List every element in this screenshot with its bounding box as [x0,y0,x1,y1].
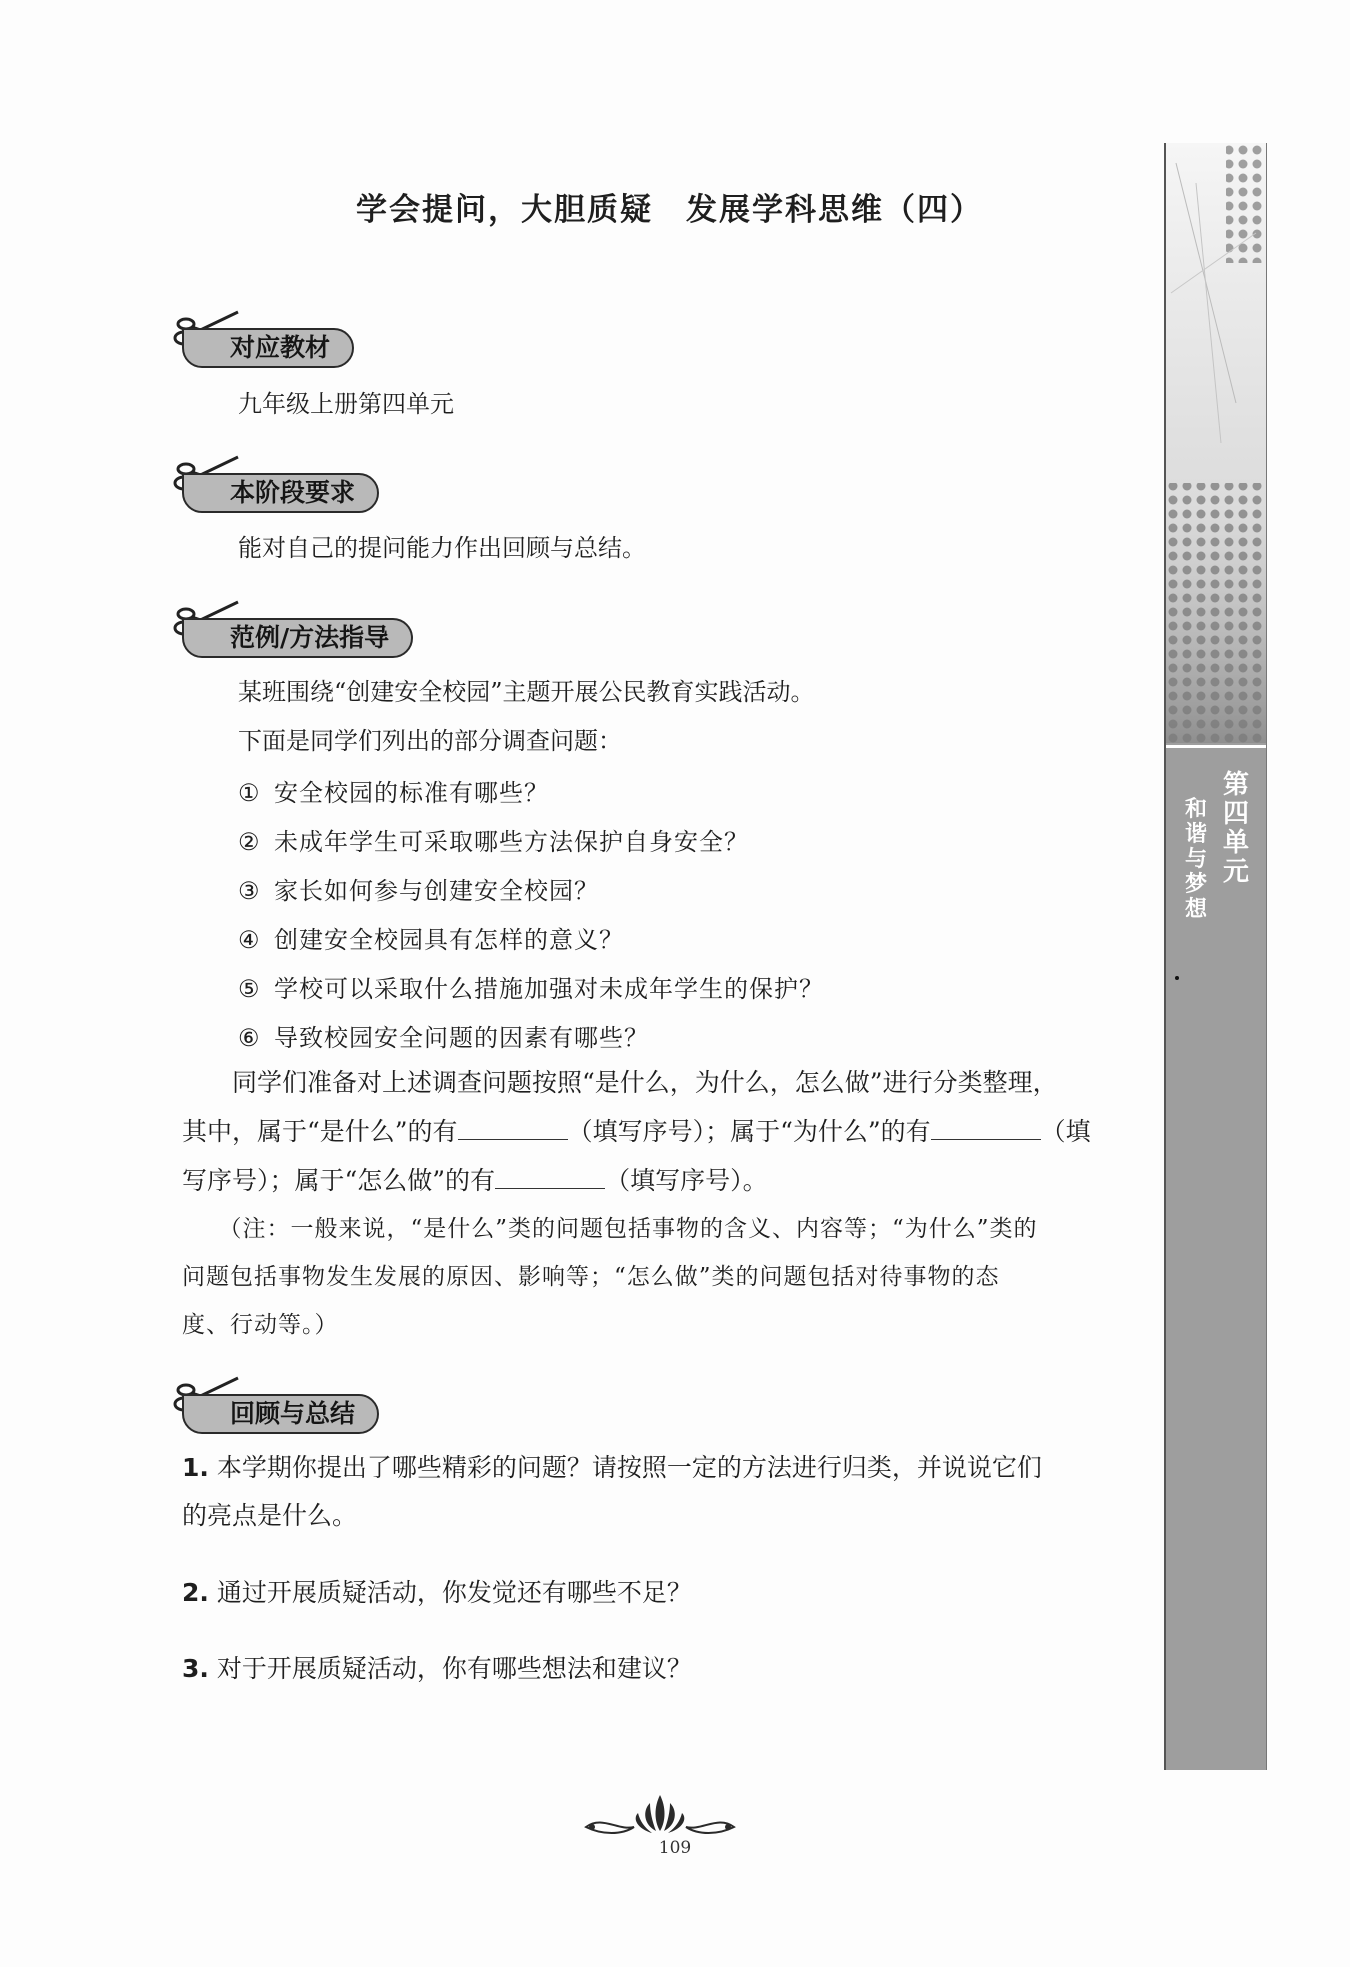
list-item: ① 安全校园的标准有哪些？ [238,779,549,807]
answer-blank-why[interactable] [931,1109,1041,1140]
list-item: ⑤ 学校可以采取什么措施加强对未成年学生的保护？ [238,975,824,1003]
unit-subtitle: 和谐与梦想 [1184,797,1207,922]
answer-blank-how[interactable] [495,1158,605,1189]
section-heading: 对应教材 [182,328,354,368]
halftone-pattern [1166,143,1266,743]
survey-question-list [238,769,824,1063]
section-heading: 范例/方法指导 [182,618,413,658]
classification-exercise: 同学们准备对上述调查问题按照“是什么，为什么，怎么做”进行分类整理， 其中，属于“是什么”的有 （填写序号）；属于“为什么”的有 （填 写序号）；属于“怎么做”的有 （填写序号）。 [182,1068,1091,1195]
review-question-3: 3. 对于开展质疑活动，你有哪些想法和建议？ [182,1654,692,1683]
list-item: ② 未成年学生可采取哪些方法保护自身安全？ [238,828,749,856]
page-number: 109 [658,1838,692,1858]
section-heading: 回顾与总结 [182,1394,379,1434]
review-question-2: 2. 通过开展质疑活动，你发觉还有哪些不足？ [182,1578,692,1607]
unit-label: 第四单元 [1222,770,1249,887]
review-question-1-cont: 的亮点是什么。 [182,1501,358,1530]
note-paragraph: （注：一般来说，“是什么”类的问题包括事物的含义、内容等；“为什么”类的 问题包括事物发生发展的原因、影响等；“怎么做”类的问题包括对待事物的态 度、行动等。） [182,1216,1038,1338]
example-intro-1: 某班围绕“创建安全校园”主题开展公民教育实践活动。 [238,678,815,706]
section-heading: 本阶段要求 [182,473,379,513]
example-intro-2: 下面是同学们列出的部分调查问题： [238,727,622,755]
list-item: ④ 创建安全校园具有怎样的意义？ [238,926,624,954]
list-item: ⑥ 导致校园安全问题的因素有哪些？ [238,1024,649,1052]
floral-ornament-icon [582,1787,738,1839]
list-item: ③ 家长如何参与创建安全校园？ [238,877,599,905]
answer-blank-what[interactable] [458,1109,568,1140]
page-title: 学会提问，大胆质疑 发展学科思维（四） [356,192,983,228]
unit-side-tab [1164,143,1267,1770]
review-question-1: 1. 本学期你提出了哪些精彩的问题？请按照一定的方法进行归类，并说说它们 [182,1453,1042,1482]
requirement-content: 能对自己的提问能力作出回顾与总结。 [238,534,646,562]
textbook-content: 九年级上册第四单元 [238,390,454,418]
